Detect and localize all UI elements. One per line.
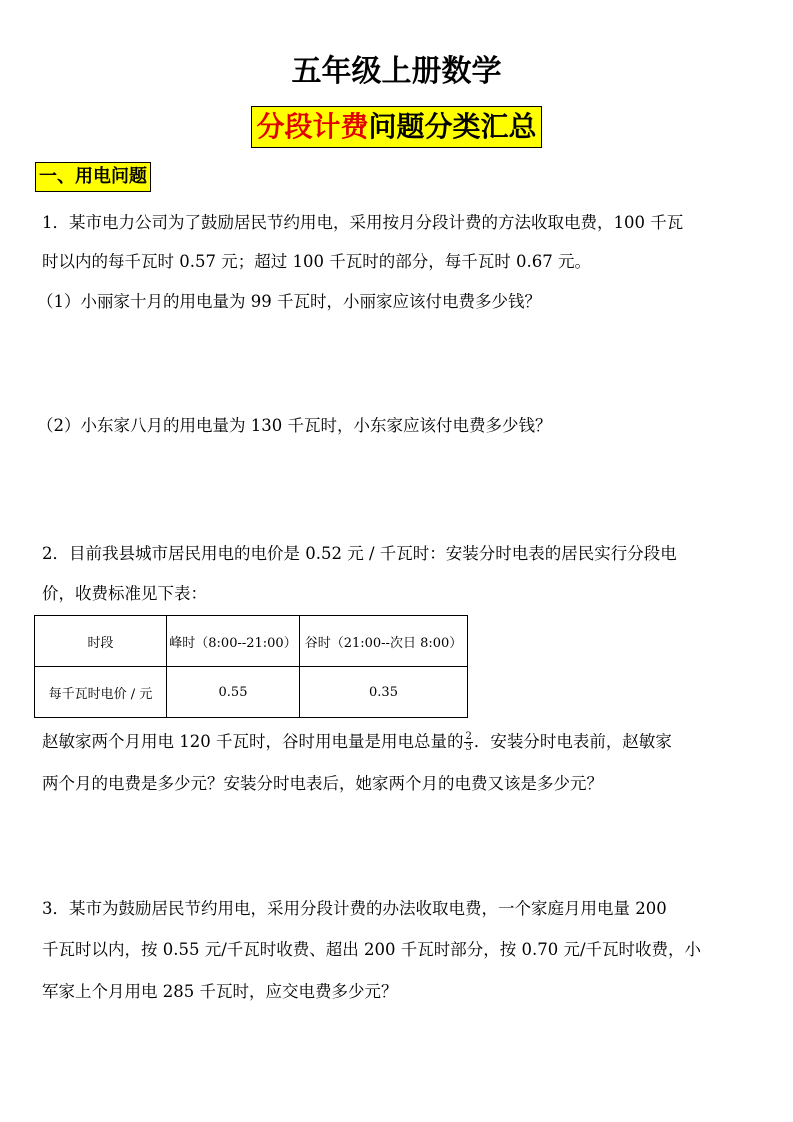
table-cell: 0.55: [167, 667, 300, 718]
subtitle-banner: [251, 106, 541, 148]
q1-subquestion-1: （1）小丽家十月的用电量为 99 千瓦时，小丽家应该付电费多少钱？: [37, 292, 541, 311]
q3-text-line3: 军家上个月用电 285 千瓦时，应交电费多少元？: [42, 982, 398, 1001]
subtitle-container: [0, 106, 793, 148]
section-heading-electricity: 一、用电问题: [35, 162, 151, 192]
q1-text-line1: 1．某市电力公司为了鼓励居民节约用电，采用按月分段计费的方法收取电费，100 千瓦: [42, 213, 684, 232]
table-header-cell: 峰时（8:00--21:00）: [167, 616, 300, 667]
q2-text-line1: 2．目前我县城市居民用电的电价是 0.52 元 / 千瓦时：安装分时电表的居民实行分段电: [42, 544, 677, 563]
q2-after-line2: 两个月的电费是多少元？安装分时电表后，她家两个月的电费又该是多少元？: [42, 774, 603, 793]
q3-text-line2: 千瓦时以内，按 0.55 元/千瓦时收费、超出 200 千瓦时部分，按 0.70 元/千瓦时收费，小: [42, 940, 702, 959]
fraction-numerator: 2: [465, 731, 472, 742]
q2-after-pre: 赵敏家两个月用电 120 千瓦时，谷时用电量是用电总量的: [42, 732, 464, 751]
table-header-row: [35, 616, 468, 667]
table-cell: 0.35: [300, 667, 468, 718]
q2-after-line1: [42, 728, 672, 756]
q2-text-line2: 价，收费标准见下表：: [42, 584, 207, 603]
q1-subquestion-2: （2）小东家八月的用电量为 130 千瓦时，小东家应该付电费多少钱？: [37, 416, 552, 435]
table-row: [35, 667, 468, 718]
price-table: [34, 615, 468, 718]
table-header-cell: 时段: [35, 616, 167, 667]
fraction-denominator: 3: [465, 742, 472, 753]
subtitle-rest: 问题分类汇总: [368, 110, 537, 143]
q3-text-line1: 3．某市为鼓励居民节约用电，采用分段计费的办法收取电费，一个家庭月用电量 200: [42, 899, 667, 918]
subtitle-highlight: 分段计费: [256, 110, 369, 143]
q2-after-post: ．安装分时电表前，赵敏家: [473, 732, 672, 751]
table-cell: 每千瓦时电价 / 元: [35, 667, 167, 718]
q1-text-line2: 时以内的每千瓦时 0.57 元；超过 100 千瓦时的部分，每千瓦时 0.67 元。: [42, 252, 591, 271]
page-title: 五年级上册数学: [291, 54, 502, 89]
table-header-cell: 谷时（21:00--次日 8:00）: [300, 616, 468, 667]
fraction-two-thirds: [464, 732, 472, 753]
